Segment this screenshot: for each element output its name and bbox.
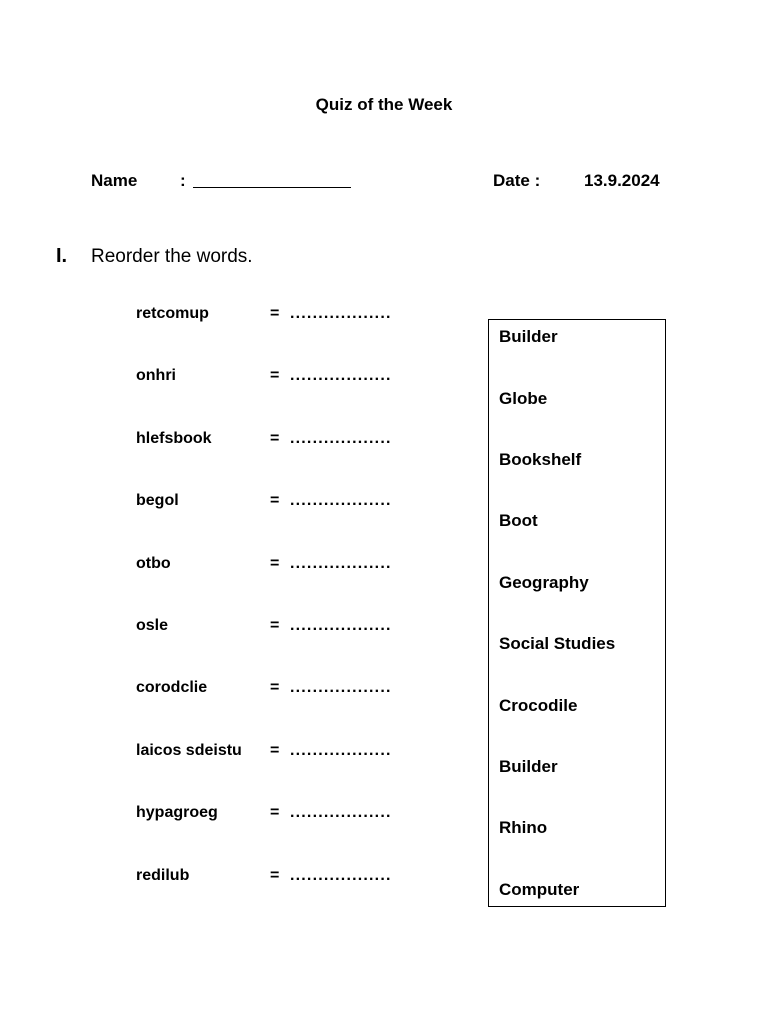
name-blank-line[interactable]: [193, 187, 351, 188]
question-row: [136, 430, 466, 492]
date-value: 13.9.2024: [584, 171, 660, 190]
scrambled-word: corodclie: [136, 679, 208, 697]
equals-sign: =: [270, 616, 280, 634]
name-colon: :: [180, 171, 186, 190]
word-bank-item: Boot: [499, 511, 538, 530]
answer-blank[interactable]: ..................: [290, 305, 392, 322]
word-bank-item: Social Studies: [499, 634, 616, 653]
equals-sign: =: [270, 305, 280, 322]
scrambled-word: hypagroeg: [136, 804, 218, 822]
section-number: I.: [56, 245, 68, 267]
word-bank-item: Builder: [499, 757, 558, 776]
question-row: [136, 367, 466, 429]
name-label: Name: [91, 171, 138, 190]
word-bank-item: Computer: [499, 880, 580, 899]
word-bank-item: Globe: [499, 389, 548, 408]
equals-sign: =: [270, 866, 280, 884]
answer-blank[interactable]: ..................: [290, 429, 392, 447]
answer-blank[interactable]: ..................: [290, 492, 392, 510]
word-bank-item: Rhino: [499, 818, 548, 837]
answer-blank[interactable]: ..................: [290, 741, 392, 759]
word-bank-box: [488, 319, 666, 907]
scrambled-word: redilub: [136, 866, 190, 884]
word-bank-item: Crocodile: [499, 696, 578, 715]
scrambled-word: retcomup: [136, 305, 209, 322]
scrambled-word: osle: [136, 616, 169, 634]
question-row: [136, 305, 466, 367]
answer-blank[interactable]: ..................: [290, 616, 392, 634]
answer-blank[interactable]: ..................: [290, 866, 392, 884]
equals-sign: =: [270, 679, 280, 697]
scrambled-word: laicos sdeistu: [136, 741, 242, 759]
scrambled-word: begol: [136, 492, 179, 510]
answer-blank[interactable]: ..................: [290, 679, 392, 697]
equals-sign: =: [270, 429, 280, 447]
question-row: [136, 867, 466, 929]
answer-blank[interactable]: ..................: [290, 804, 392, 822]
page-title: Quiz of the Week: [315, 95, 453, 114]
question-row: [136, 804, 466, 866]
answer-blank[interactable]: ..................: [290, 367, 392, 385]
question-row: [136, 679, 466, 741]
equals-sign: =: [270, 492, 280, 510]
section-instruction: Reorder the words.: [91, 246, 253, 267]
scrambled-word: hlefsbook: [136, 429, 212, 447]
word-bank-item: Bookshelf: [499, 450, 582, 469]
question-row: [136, 742, 466, 804]
answer-blank[interactable]: ..................: [290, 554, 392, 572]
question-row: [136, 492, 466, 554]
equals-sign: =: [270, 367, 280, 385]
question-row: [136, 555, 466, 617]
word-bank-item: Builder: [499, 327, 558, 346]
scrambled-word: onhri: [136, 367, 176, 385]
scrambled-word: otbo: [136, 554, 171, 572]
equals-sign: =: [270, 554, 280, 572]
question-list: [136, 305, 466, 929]
equals-sign: =: [270, 804, 280, 822]
equals-sign: =: [270, 741, 280, 759]
word-bank-item: Geography: [499, 573, 589, 592]
date-label: Date :: [493, 171, 541, 190]
question-row: [136, 617, 466, 679]
